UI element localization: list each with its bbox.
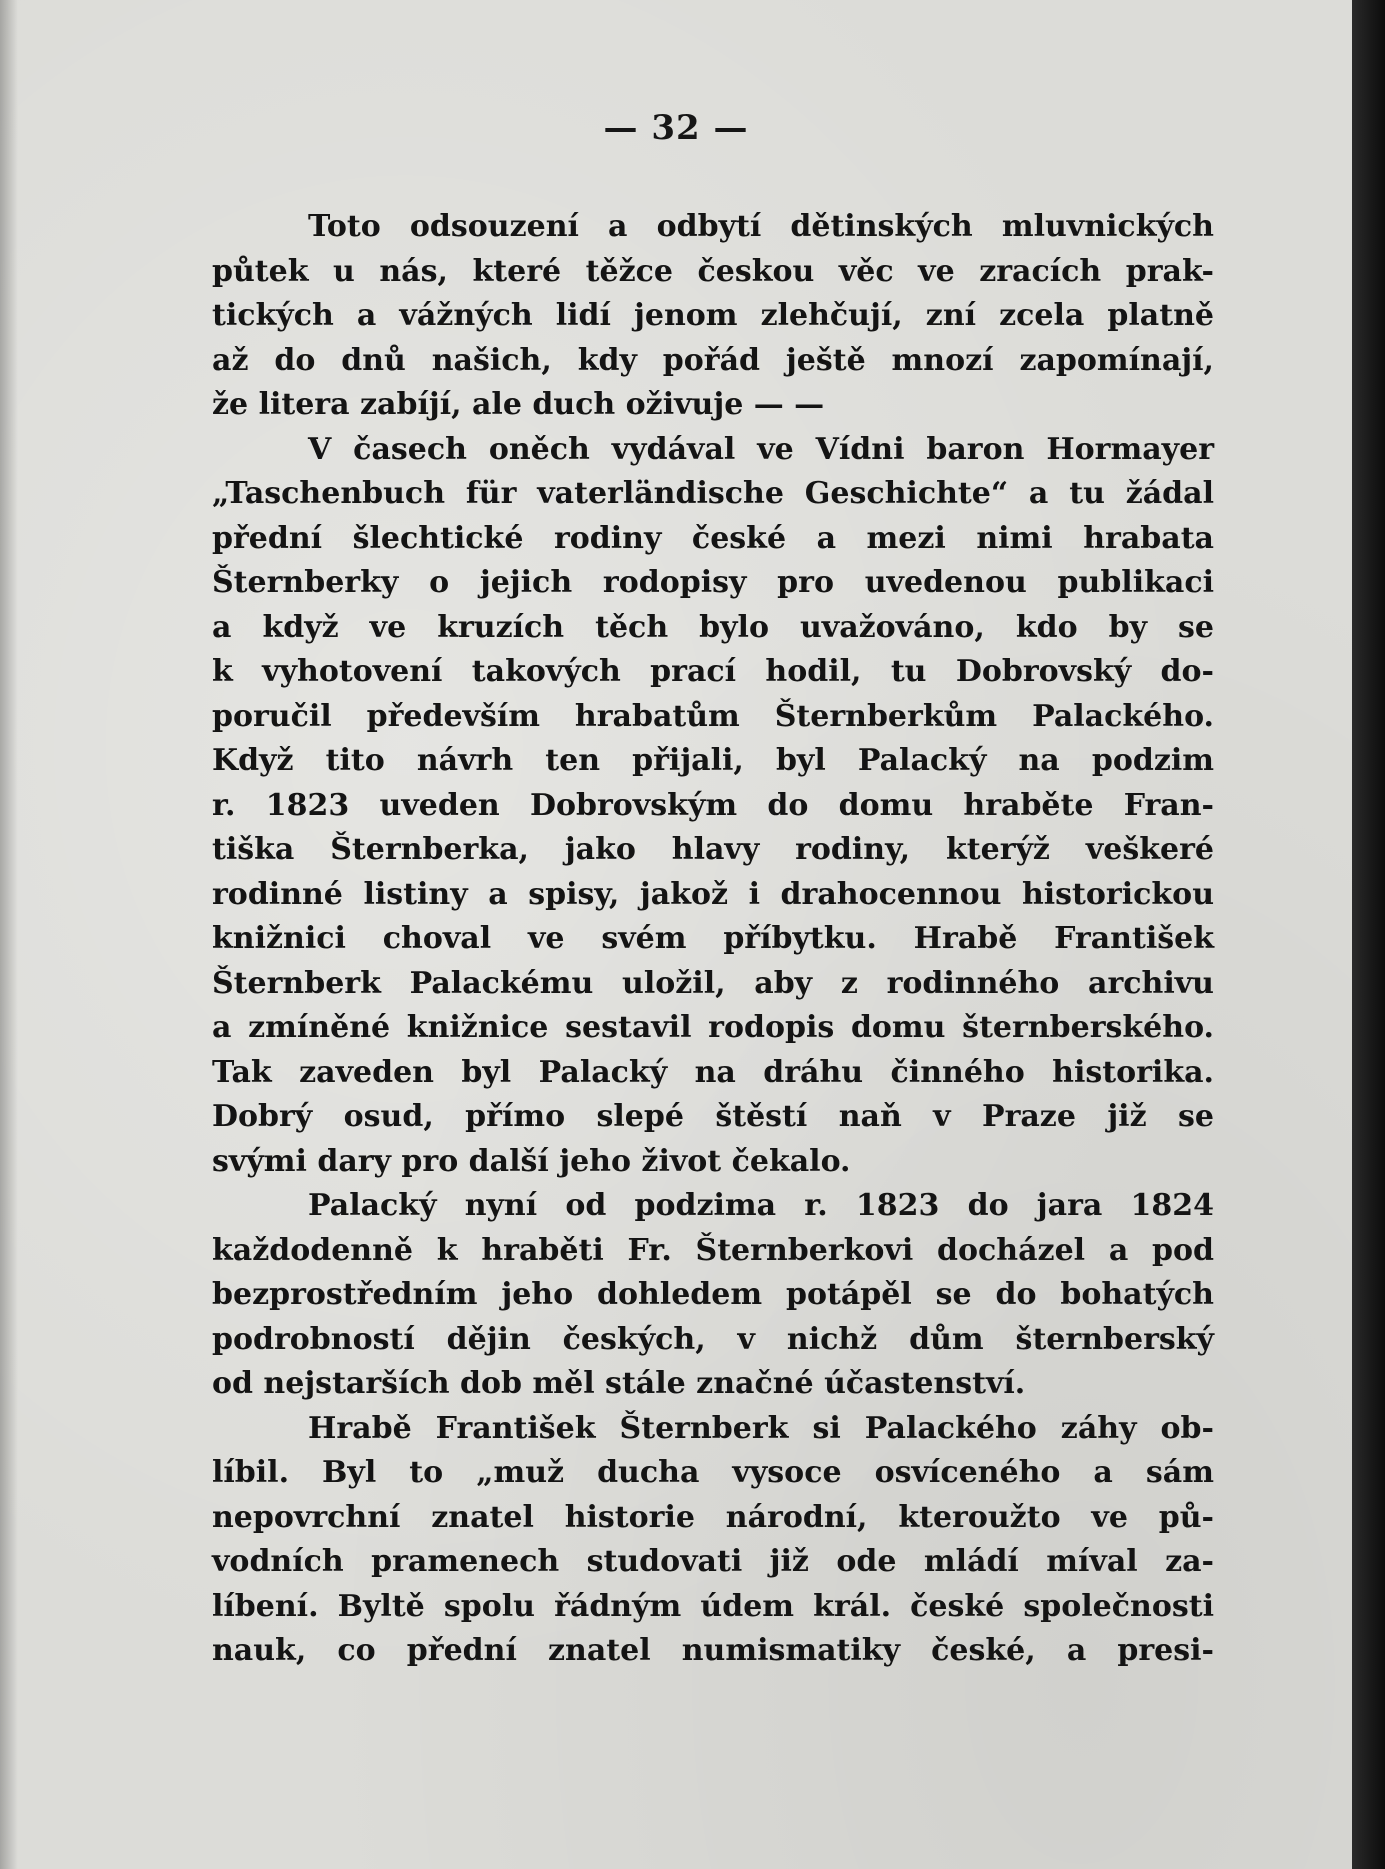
text-line: každodenně k hraběti Fr. Šternberkovi docházel a pod	[212, 1232, 1214, 1268]
text-line: nauk, co přední znatel numismatiky české, a presi-	[212, 1633, 1214, 1668]
text-line: r. 1823 uveden Dobrovským do domu hraběte Fran-	[212, 787, 1214, 823]
text-line: Dobrý osud, přímo slepé štěstí naň v Praze již se	[212, 1099, 1214, 1134]
text-line: knižnici choval ve svém příbytku. Hrabě František	[212, 921, 1214, 956]
text-line: že litera zabíjí, ale duch oživuje — —	[212, 387, 825, 422]
text-line: Když tito návrh ten přijali, byl Palacký na podzim	[212, 743, 1214, 778]
text-line: a když ve kruzích těch bylo uvažováno, kdo by se	[212, 609, 1214, 645]
text-line: bezprostředním jeho dohledem potápěl se do bohatých	[212, 1277, 1214, 1312]
text-line: půtek u nás, které těžce českou věc ve zracích prak-	[212, 253, 1214, 289]
text-line: líbení. Byltě spolu řádným údem král. české společnosti	[212, 1588, 1214, 1624]
text-line: Toto odsouzení a odbytí dětinských mluvnických	[308, 209, 1214, 244]
text-line: tických a vážných lidí jenom zlehčují, zní zcela platně	[212, 298, 1214, 333]
text-line: „Taschenbuch für vaterländische Geschichte“ a tu žádal	[212, 476, 1214, 511]
text-line: rodinné listiny a spisy, jakož i drahocennou historickou	[212, 876, 1214, 912]
body-text	[212, 205, 1214, 1674]
text-line: poručil především hrabatům Šternberkům Palackého.	[212, 698, 1214, 734]
page-number: — 32 —	[603, 108, 749, 148]
text-line: k vyhotovení takových prací hodil, tu Dobrovský do-	[212, 654, 1214, 689]
page-left-shadow	[0, 0, 18, 1869]
text-line: tiška Šternberka, jako hlavy rodiny, kterýž veškeré	[212, 832, 1214, 867]
text-line: od nejstarších dob měl stále značné účastenství.	[212, 1366, 1026, 1401]
text-line: V časech oněch vydával ve Vídni baron Hormayer	[308, 431, 1214, 467]
text-line: a zmíněné knižnice sestavil rodopis domu šternberského.	[212, 1010, 1214, 1045]
text-line: přední šlechtické rodiny české a mezi nimi hrabata	[212, 520, 1214, 556]
text-line: Tak zaveden byl Palacký na dráhu činného historika.	[212, 1054, 1214, 1090]
text-line: vodních pramenech studovati již ode mládí míval za-	[212, 1544, 1214, 1579]
text-line: svými dary pro další jeho život čekalo.	[212, 1143, 851, 1179]
text-line: Hrabě František Šternberk si Palackého záhy ob-	[308, 1410, 1214, 1446]
text-line: Palacký nyní od podzima r. 1823 do jara 1824	[308, 1188, 1214, 1223]
text-line: líbil. Byl to „muž ducha vysoce osvíceného a sám	[212, 1455, 1214, 1490]
text-line: podrobností dějin českých, v nichž dům šternberský	[212, 1321, 1214, 1357]
text-line: až do dnů našich, kdy pořád ještě mnozí zapomínají,	[212, 342, 1214, 378]
text-line: nepovrchní znatel historie národní, kteroužto ve pů-	[212, 1499, 1214, 1535]
text-line: Šternberk Palackému uložil, aby z rodinného archivu	[212, 965, 1214, 1001]
text-line: Šternberky o jejich rodopisy pro uvedenou publikaci	[212, 565, 1214, 600]
book-spine-edge	[1352, 0, 1385, 1869]
